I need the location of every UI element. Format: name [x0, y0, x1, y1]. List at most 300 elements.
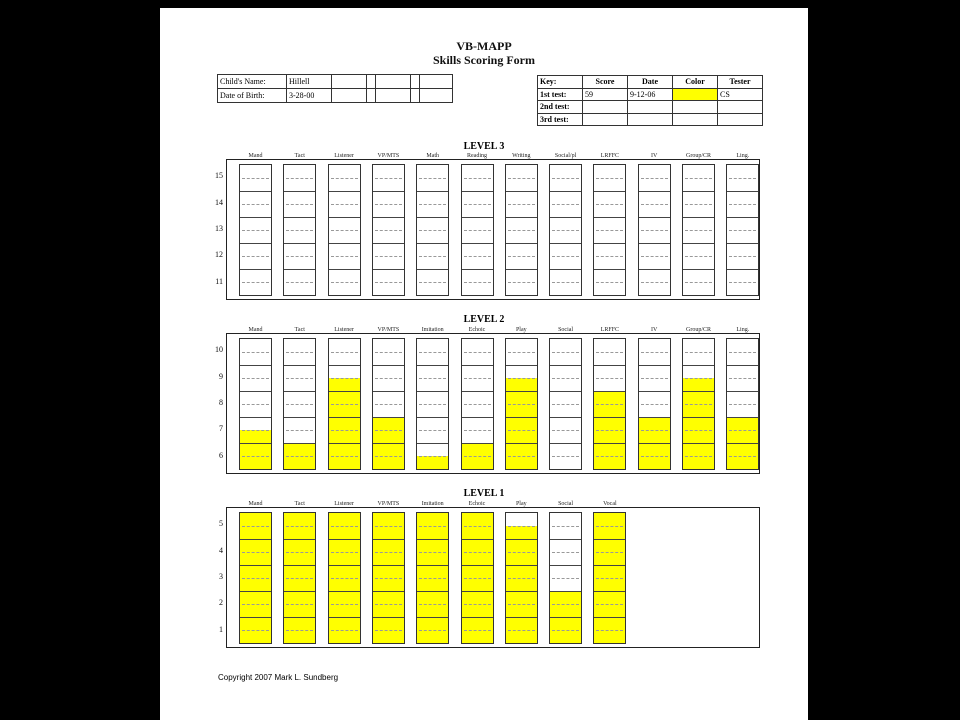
- half-divider: [508, 204, 535, 205]
- milestone-divider: [506, 269, 537, 270]
- half-divider: [286, 630, 313, 631]
- milestone-divider: [594, 269, 625, 270]
- domain-column: [593, 512, 626, 644]
- half-divider: [552, 204, 579, 205]
- milestone-divider: [462, 243, 493, 244]
- half-divider: [596, 256, 623, 257]
- half-divider: [641, 456, 668, 457]
- domain-column: [638, 164, 671, 296]
- domain-column: [682, 338, 715, 470]
- milestone-divider: [240, 443, 271, 444]
- milestone-divider: [329, 217, 360, 218]
- domain-label: Tact: [294, 153, 305, 159]
- half-divider: [419, 230, 446, 231]
- key-row: [538, 101, 763, 114]
- milestone-divider: [550, 243, 581, 244]
- half-divider: [596, 604, 623, 605]
- half-divider: [729, 456, 756, 457]
- milestone-divider: [639, 243, 670, 244]
- milestone-divider: [683, 443, 714, 444]
- domain-column: [283, 338, 316, 470]
- domain-label: Echoic: [468, 327, 486, 333]
- half-divider: [375, 178, 402, 179]
- domain-label: Reading: [467, 153, 487, 159]
- half-divider: [552, 378, 579, 379]
- milestone-divider: [240, 617, 271, 618]
- milestone-divider: [462, 591, 493, 592]
- half-divider: [596, 378, 623, 379]
- key-row: [538, 113, 763, 126]
- domain-column: [328, 164, 361, 296]
- half-divider: [242, 230, 269, 231]
- milestone-divider: [373, 591, 404, 592]
- half-divider: [464, 230, 491, 231]
- milestone-divider: [550, 617, 581, 618]
- milestone-divider: [329, 191, 360, 192]
- milestone-divider: [506, 617, 537, 618]
- milestone-divider: [417, 365, 448, 366]
- half-divider: [464, 256, 491, 257]
- half-divider: [641, 230, 668, 231]
- milestone-divider: [373, 391, 404, 392]
- domain-label: Listener: [334, 153, 354, 159]
- milestone-divider: [240, 539, 271, 540]
- half-divider: [375, 378, 402, 379]
- key-score: 59: [583, 88, 628, 101]
- milestone-divider: [329, 391, 360, 392]
- milestone-divider: [683, 269, 714, 270]
- domain-column: [638, 338, 671, 470]
- milestone-divider: [329, 417, 360, 418]
- child-name-label: Child's Name:: [218, 75, 287, 89]
- half-divider: [596, 456, 623, 457]
- half-divider: [552, 256, 579, 257]
- milestone-number: 11: [215, 276, 223, 286]
- half-divider: [641, 256, 668, 257]
- domain-column: [328, 512, 361, 644]
- half-divider: [596, 352, 623, 353]
- milestone-divider: [284, 565, 315, 566]
- milestone-divider: [594, 417, 625, 418]
- milestone-divider: [284, 443, 315, 444]
- half-divider: [242, 282, 269, 283]
- milestone-divider: [506, 443, 537, 444]
- half-divider: [685, 204, 712, 205]
- form-subtitle: Skills Scoring Form: [432, 53, 535, 67]
- milestone-divider: [373, 365, 404, 366]
- half-divider: [729, 282, 756, 283]
- half-divider: [419, 526, 446, 527]
- milestone-divider: [284, 617, 315, 618]
- domain-column: [593, 164, 626, 296]
- half-divider: [375, 256, 402, 257]
- milestone-divider: [462, 191, 493, 192]
- milestone-divider: [683, 365, 714, 366]
- milestone-divider: [550, 539, 581, 540]
- milestone-divider: [462, 217, 493, 218]
- milestone-divider: [594, 365, 625, 366]
- half-divider: [729, 204, 756, 205]
- half-divider: [641, 430, 668, 431]
- milestone-divider: [417, 191, 448, 192]
- key-score: [583, 113, 628, 126]
- half-divider: [508, 378, 535, 379]
- domain-column: [549, 164, 582, 296]
- milestone-divider: [284, 217, 315, 218]
- domain-column: [372, 512, 405, 644]
- half-divider: [552, 352, 579, 353]
- milestone-divider: [240, 191, 271, 192]
- domain-label: Social: [558, 327, 574, 333]
- domain-label: LRFFC: [600, 153, 620, 159]
- milestone-divider: [240, 243, 271, 244]
- milestone-divider: [329, 539, 360, 540]
- milestone-divider: [240, 565, 271, 566]
- half-divider: [375, 456, 402, 457]
- half-divider: [508, 552, 535, 553]
- half-divider: [331, 178, 358, 179]
- half-divider: [729, 352, 756, 353]
- half-divider: [508, 430, 535, 431]
- copyright-text: Copyright 2007 Mark L. Sundberg: [218, 673, 339, 682]
- half-divider: [508, 404, 535, 405]
- domain-label: Imitation: [421, 501, 444, 507]
- half-divider: [375, 282, 402, 283]
- half-divider: [552, 630, 579, 631]
- milestone-number: 10: [215, 345, 223, 355]
- half-divider: [331, 552, 358, 553]
- milestone-divider: [550, 269, 581, 270]
- half-divider: [419, 604, 446, 605]
- milestone-divider: [373, 269, 404, 270]
- half-divider: [552, 604, 579, 605]
- milestone-divider: [417, 591, 448, 592]
- domain-label: IV: [651, 153, 658, 159]
- half-divider: [464, 282, 491, 283]
- milestone-divider: [329, 269, 360, 270]
- domain-column: [283, 512, 316, 644]
- level-title: LEVEL 1: [463, 488, 505, 499]
- domain-label: Tact: [294, 501, 305, 507]
- milestone-divider: [550, 217, 581, 218]
- milestone-divider: [727, 417, 758, 418]
- key-color-swatch: [673, 88, 718, 101]
- milestone-number: 4: [219, 545, 223, 555]
- domain-column: [726, 164, 759, 296]
- half-divider: [286, 430, 313, 431]
- milestone-divider: [462, 391, 493, 392]
- milestone-divider: [683, 417, 714, 418]
- domain-label: Writing: [512, 153, 531, 159]
- milestone-number: 12: [215, 250, 223, 260]
- half-divider: [419, 456, 446, 457]
- milestone-divider: [462, 269, 493, 270]
- milestone-divider: [373, 617, 404, 618]
- milestone-divider: [550, 417, 581, 418]
- milestone-divider: [506, 243, 537, 244]
- half-divider: [375, 604, 402, 605]
- milestone-divider: [329, 565, 360, 566]
- half-divider: [596, 552, 623, 553]
- half-divider: [685, 456, 712, 457]
- half-divider: [331, 378, 358, 379]
- key-tester: [718, 101, 763, 114]
- level-grid: [226, 501, 760, 648]
- domain-label: IV: [651, 327, 658, 333]
- milestone-divider: [373, 417, 404, 418]
- key-label: 3rd test:: [538, 113, 583, 126]
- milestone-number: 3: [219, 572, 223, 581]
- half-divider: [641, 378, 668, 379]
- half-divider: [552, 526, 579, 527]
- half-divider: [331, 230, 358, 231]
- half-divider: [552, 456, 579, 457]
- half-divider: [464, 552, 491, 553]
- milestone-divider: [639, 391, 670, 392]
- half-divider: [242, 178, 269, 179]
- dob-value: 3-28-00: [287, 89, 332, 103]
- domain-label: Imitation: [421, 327, 444, 333]
- half-divider: [375, 630, 402, 631]
- milestone-divider: [727, 391, 758, 392]
- milestone-divider: [506, 191, 537, 192]
- milestone-divider: [683, 217, 714, 218]
- half-divider: [286, 378, 313, 379]
- level-grid: [226, 153, 760, 300]
- half-divider: [286, 178, 313, 179]
- milestone-divider: [284, 391, 315, 392]
- domain-column: [549, 338, 582, 470]
- half-divider: [419, 404, 446, 405]
- domain-label: VP/MTS: [377, 153, 400, 159]
- half-divider: [242, 430, 269, 431]
- milestone-divider: [240, 217, 271, 218]
- half-divider: [685, 352, 712, 353]
- half-divider: [419, 430, 446, 431]
- half-divider: [419, 378, 446, 379]
- milestone-divider: [594, 617, 625, 618]
- milestone-divider: [462, 539, 493, 540]
- half-divider: [331, 430, 358, 431]
- milestone-number: 6: [219, 450, 223, 460]
- key-header-1: Score: [583, 76, 628, 89]
- domain-column: [372, 164, 405, 296]
- domain-label: Social: [558, 501, 574, 507]
- domain-label: VP/MTS: [377, 327, 400, 333]
- key-tester: [718, 113, 763, 126]
- milestone-divider: [639, 365, 670, 366]
- half-divider: [464, 604, 491, 605]
- half-divider: [464, 204, 491, 205]
- half-divider: [685, 178, 712, 179]
- half-divider: [552, 578, 579, 579]
- milestone-divider: [373, 565, 404, 566]
- milestone-divider: [639, 191, 670, 192]
- milestone-divider: [284, 243, 315, 244]
- half-divider: [242, 604, 269, 605]
- domain-label: Mand: [248, 327, 263, 333]
- key-label: 1st test:: [538, 88, 583, 101]
- milestone-divider: [417, 539, 448, 540]
- half-divider: [242, 456, 269, 457]
- dob-label: Date of Birth:: [218, 89, 287, 103]
- domain-column: [239, 164, 272, 296]
- milestone-divider: [727, 243, 758, 244]
- milestone-number: 5: [219, 519, 223, 529]
- half-divider: [286, 404, 313, 405]
- milestone-divider: [417, 417, 448, 418]
- half-divider: [729, 404, 756, 405]
- half-divider: [596, 578, 623, 579]
- domain-column: [505, 512, 538, 644]
- half-divider: [464, 352, 491, 353]
- key-tester: CS: [718, 88, 763, 101]
- child-name-value: Hillell: [287, 75, 332, 89]
- half-divider: [375, 404, 402, 405]
- level-title: LEVEL 2: [463, 314, 505, 325]
- half-divider: [331, 204, 358, 205]
- milestone-divider: [329, 443, 360, 444]
- half-divider: [508, 282, 535, 283]
- half-divider: [552, 552, 579, 553]
- key-header-0: Key:: [538, 76, 583, 89]
- milestone-divider: [594, 443, 625, 444]
- half-divider: [508, 230, 535, 231]
- key-color-swatch: [673, 113, 718, 126]
- milestone-divider: [417, 565, 448, 566]
- milestone-divider: [240, 269, 271, 270]
- half-divider: [508, 178, 535, 179]
- half-divider: [552, 404, 579, 405]
- half-divider: [729, 378, 756, 379]
- half-divider: [419, 256, 446, 257]
- milestone-number: 9: [219, 371, 223, 381]
- milestone-divider: [417, 617, 448, 618]
- domain-column: [593, 338, 626, 470]
- form-title: VB-MAPP: [456, 39, 512, 53]
- half-divider: [331, 352, 358, 353]
- milestone-divider: [639, 443, 670, 444]
- half-divider: [508, 630, 535, 631]
- domain-column: [416, 512, 449, 644]
- half-divider: [685, 404, 712, 405]
- milestone-divider: [373, 443, 404, 444]
- half-divider: [641, 404, 668, 405]
- milestone-divider: [506, 417, 537, 418]
- half-divider: [286, 552, 313, 553]
- milestone-divider: [373, 191, 404, 192]
- domain-column: [372, 338, 405, 470]
- half-divider: [685, 430, 712, 431]
- half-divider: [596, 204, 623, 205]
- milestone-divider: [506, 565, 537, 566]
- half-divider: [641, 178, 668, 179]
- milestone-divider: [506, 539, 537, 540]
- milestone-divider: [506, 217, 537, 218]
- half-divider: [419, 282, 446, 283]
- milestone-divider: [417, 243, 448, 244]
- half-divider: [508, 352, 535, 353]
- milestone-divider: [284, 417, 315, 418]
- milestone-divider: [329, 591, 360, 592]
- domain-label: Listener: [334, 501, 354, 507]
- half-divider: [375, 352, 402, 353]
- milestone-divider: [373, 243, 404, 244]
- milestone-divider: [639, 269, 670, 270]
- half-divider: [375, 430, 402, 431]
- domain-column: [461, 164, 494, 296]
- domain-label: Listener: [334, 327, 354, 333]
- milestone-number: 15: [215, 171, 223, 181]
- half-divider: [331, 256, 358, 257]
- half-divider: [375, 526, 402, 527]
- half-divider: [596, 178, 623, 179]
- half-divider: [464, 178, 491, 179]
- half-divider: [552, 178, 579, 179]
- half-divider: [685, 256, 712, 257]
- domain-column: [416, 338, 449, 470]
- domain-label: Group/CR: [685, 153, 711, 159]
- key-header-3: Color: [673, 76, 718, 89]
- half-divider: [596, 282, 623, 283]
- half-divider: [331, 578, 358, 579]
- milestone-divider: [329, 365, 360, 366]
- half-divider: [242, 630, 269, 631]
- milestone-divider: [240, 391, 271, 392]
- half-divider: [508, 456, 535, 457]
- half-divider: [242, 578, 269, 579]
- milestone-number: 1: [219, 624, 223, 634]
- half-divider: [242, 378, 269, 379]
- half-divider: [685, 378, 712, 379]
- half-divider: [286, 204, 313, 205]
- domain-column: [505, 164, 538, 296]
- milestone-divider: [506, 591, 537, 592]
- half-divider: [331, 604, 358, 605]
- half-divider: [508, 256, 535, 257]
- half-divider: [286, 282, 313, 283]
- milestone-divider: [506, 365, 537, 366]
- half-divider: [729, 178, 756, 179]
- half-divider: [596, 526, 623, 527]
- milestone-divider: [417, 391, 448, 392]
- half-divider: [331, 526, 358, 527]
- milestone-divider: [240, 417, 271, 418]
- milestone-divider: [550, 191, 581, 192]
- half-divider: [641, 282, 668, 283]
- milestone-divider: [594, 191, 625, 192]
- milestone-divider: [417, 269, 448, 270]
- half-divider: [729, 430, 756, 431]
- half-divider: [552, 282, 579, 283]
- half-divider: [242, 204, 269, 205]
- milestone-divider: [550, 565, 581, 566]
- milestone-divider: [550, 591, 581, 592]
- domain-label: Play: [515, 327, 527, 333]
- domain-column: [328, 338, 361, 470]
- domain-column: [461, 338, 494, 470]
- half-divider: [242, 404, 269, 405]
- milestone-divider: [329, 243, 360, 244]
- domain-column: [726, 338, 759, 470]
- milestone-divider: [462, 365, 493, 366]
- half-divider: [286, 604, 313, 605]
- milestone-divider: [639, 417, 670, 418]
- half-divider: [286, 256, 313, 257]
- half-divider: [242, 256, 269, 257]
- half-divider: [508, 526, 535, 527]
- domain-column: [682, 164, 715, 296]
